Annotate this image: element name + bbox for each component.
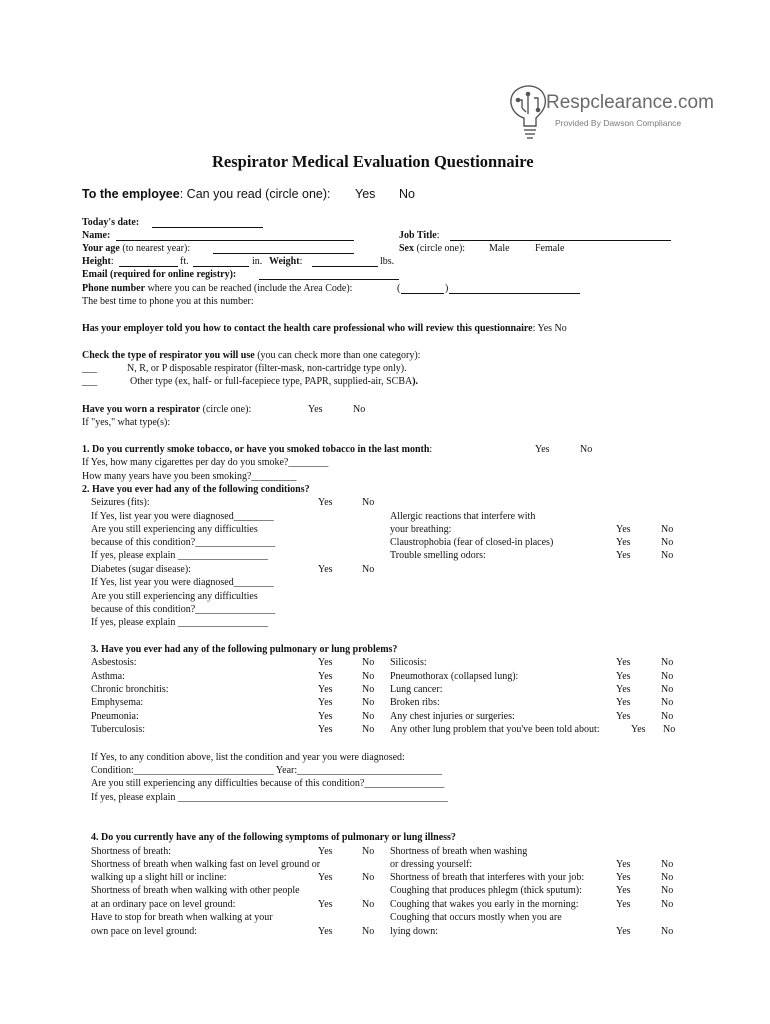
respirator-opt2-label: Other type (ex, half- or full-facepiece type, PAPR, supplied-air, SCBA (130, 376, 413, 387)
worn-yes[interactable]: Yes (308, 404, 323, 415)
q2-diabetes: Diabetes (sugar disease): (91, 564, 191, 575)
q3-left-no[interactable]: No (362, 711, 375, 722)
q2-allergic-line1: Allergic reactions that interfere with (390, 511, 536, 522)
q4-l1-yes[interactable]: Yes (318, 846, 333, 857)
weight-colon: : (299, 256, 303, 267)
q2-allergic-yes[interactable]: Yes (616, 524, 631, 535)
q3-right-yes[interactable]: Yes (616, 657, 631, 668)
q4-r3: Coughing that produces phlegm (thick sputum): (390, 885, 582, 896)
q4-r3-yes[interactable]: Yes (616, 885, 631, 896)
ft-unit: ft. (180, 256, 189, 267)
q2-diabetes-year: If Yes, list year you were diagnosed________ (91, 577, 274, 588)
best-time-label: The best time to phone you at this number: (82, 296, 254, 307)
q2-seizures-year: If Yes, list year you were diagnosed________ (91, 511, 274, 522)
height-weight-row (82, 256, 114, 268)
q4-r5-yes[interactable]: Yes (616, 926, 631, 937)
respirator-type-note: (you can check more than one category): (257, 350, 421, 361)
q1-question (82, 444, 432, 456)
q3-right-no[interactable]: No (661, 657, 674, 668)
respirator-type-title: Check the type of respirator you will use (82, 350, 255, 361)
job-title-field[interactable] (450, 230, 671, 241)
employee-no[interactable]: No (399, 187, 415, 201)
weight-field[interactable] (312, 256, 378, 267)
job-title-label-wrap (399, 230, 439, 242)
employee-prefix: To the employee (82, 187, 180, 201)
q4-l3a: Shortness of breath when walking with other people (91, 885, 300, 896)
q3-right-no[interactable]: No (661, 671, 674, 682)
height-ft-field[interactable] (119, 256, 178, 267)
q4-r1b: or dressing yourself: (390, 859, 473, 870)
q1-yes[interactable]: Yes (535, 444, 550, 455)
q3-left-no[interactable]: No (362, 671, 375, 682)
q3-left-yes[interactable]: Yes (318, 697, 333, 708)
email-field[interactable] (259, 269, 399, 280)
q3-left-yes[interactable]: Yes (318, 711, 333, 722)
weight-label: Weight (269, 256, 300, 267)
q4-question: 4. Do you currently have any of the following symptoms of pulmonary or lung illness? (91, 832, 456, 843)
age-field[interactable] (213, 243, 354, 254)
age-label: Your age (82, 243, 120, 254)
q4-r4-no[interactable]: No (661, 899, 674, 910)
q3-left-item: Chronic bronchitis: (91, 684, 169, 695)
respirator-opt1-checkbox[interactable]: ___ (82, 363, 97, 374)
q2-seizures-yes[interactable]: Yes (318, 497, 333, 508)
q3-right-yes[interactable]: Yes (631, 724, 646, 735)
q2-smelling-yes[interactable]: Yes (616, 550, 631, 561)
q4-l4a: Have to stop for breath when walking at your (91, 912, 273, 923)
q3-left-no[interactable]: No (362, 697, 375, 708)
phone-number-field[interactable] (449, 283, 580, 294)
respirator-opt1-label: N, R, or P disposable respirator (filter-mask, non-cartridge type only). (127, 363, 407, 374)
todays-date-label: Today's date: (82, 217, 140, 228)
q4-r2: Shortness of breath that interferes with your job: (390, 872, 585, 883)
q3-left-item: Asbestosis: (91, 657, 137, 668)
phone-note: where you can be reached (include the Area Code): (147, 283, 353, 294)
employee-yes[interactable]: Yes (355, 187, 376, 201)
employee-question: : Can you read (circle one): (179, 187, 331, 201)
q3-left-item: Emphysema: (91, 697, 144, 708)
q4-r1-yes[interactable]: Yes (616, 859, 631, 870)
employer-question-text: Has your employer told you how to contact the health care professional who will review this questionnaire (82, 323, 533, 334)
q4-r2-yes[interactable]: Yes (616, 872, 631, 883)
q2-claustrophobia-no[interactable]: No (661, 537, 674, 548)
q4-l4-no[interactable]: No (362, 926, 375, 937)
phone-label-wrap (82, 283, 352, 295)
q4-l1-no[interactable]: No (362, 846, 375, 857)
q1-years: How many years have you been smoking?_________ (82, 471, 297, 482)
q4-l2-yes[interactable]: Yes (318, 872, 333, 883)
q3-condition-year: Condition:____________________________ Year:_____________________________ (91, 765, 443, 776)
q4-r2-no[interactable]: No (661, 872, 674, 883)
q3-explain: If yes, please explain ______________________________________________________ (91, 792, 448, 803)
sex-label-wrap (399, 243, 465, 255)
worn-type-label: If "yes," what type(s): (82, 417, 171, 428)
q4-l4b: own pace on level ground: (91, 926, 198, 937)
q2-claustrophobia: Claustrophobia (fear of closed-in places) (390, 537, 554, 548)
height-colon: : (110, 256, 114, 267)
height-label: Height (82, 256, 111, 267)
q2-allergic-line2: your breathing: (390, 524, 452, 535)
q3-still: Are you still experiencing any difficulties because of this condition?________________ (91, 778, 445, 789)
sex-label: Sex (399, 243, 414, 254)
q3-followup: If Yes, to any condition above, list the condition and year you were diagnosed: (91, 752, 405, 763)
lbs-unit: lbs. (380, 256, 395, 267)
age-note: (to nearest year): (122, 243, 191, 254)
q3-left-item: Tuberculosis: (91, 724, 146, 735)
q3-left-yes[interactable]: Yes (318, 671, 333, 682)
q1-text: 1. Do you currently smoke tobacco, or have you smoked tobacco in the last month (82, 444, 430, 455)
q2-seizures-still2: because of this condition?________________ (91, 537, 276, 548)
q3-left-no[interactable]: No (362, 724, 375, 735)
in-unit: in. (252, 256, 263, 267)
q1-cigarettes: If Yes, how many cigarettes per day do you smoke?________ (82, 457, 329, 468)
q3-left-no[interactable]: No (362, 657, 375, 668)
q4-r4-yes[interactable]: Yes (616, 899, 631, 910)
q2-seizures-still1: Are you still experiencing any difficulties (91, 524, 258, 535)
name-label: Name: (82, 230, 111, 241)
q2-diabetes-no[interactable]: No (362, 564, 375, 575)
worn-label: Have you worn a respirator (82, 404, 201, 415)
q4-l2b: walking up a slight hill or incline: (91, 872, 227, 883)
q3-right-yes[interactable]: Yes (616, 671, 631, 682)
q3-left-yes[interactable]: Yes (318, 657, 333, 668)
q4-r5b: lying down: (390, 926, 439, 937)
sex-female[interactable]: Female (535, 243, 565, 254)
q3-right-item: Pneumothorax (collapsed lung): (390, 671, 519, 682)
worn-no[interactable]: No (353, 404, 366, 415)
employer-answer[interactable]: : Yes No (532, 323, 567, 334)
q3-left-yes[interactable]: Yes (318, 724, 333, 735)
q2-allergic-no[interactable]: No (661, 524, 674, 535)
q3-right-item: Any other lung problem that you've been told about: (390, 724, 600, 735)
name-field[interactable] (116, 230, 354, 241)
q3-right-no[interactable]: No (661, 697, 674, 708)
q3-right-yes[interactable]: Yes (616, 684, 631, 695)
phone-area-code-field[interactable] (401, 283, 444, 294)
q2-diabetes-yes[interactable]: Yes (318, 564, 333, 575)
phone-paren-close: ) (445, 283, 449, 294)
q3-left-item: Pneumonia: (91, 711, 139, 722)
q4-r5-no[interactable]: No (661, 926, 674, 937)
logo-tagline: Provided By Dawson Compliance (555, 118, 682, 128)
logo-name: Respclearance.com (546, 92, 714, 113)
q4-r5a: Coughing that occurs mostly when you are (390, 912, 562, 923)
q3-right-no[interactable]: No (661, 684, 674, 695)
todays-date-field[interactable] (152, 217, 263, 228)
respirator-opt2-end: ). (412, 376, 419, 387)
q4-r4: Coughing that wakes you early in the morning: (390, 899, 579, 910)
q4-l2-no[interactable]: No (362, 872, 375, 883)
q4-r1a: Shortness of breath when washing (390, 846, 528, 857)
q3-question: 3. Have you ever had any of the following pulmonary or lung problems? (91, 644, 398, 655)
employee-read-question (82, 186, 330, 202)
q2-diabetes-still2: because of this condition?________________ (91, 604, 276, 615)
respirator-opt2-label-wrap (130, 376, 418, 388)
phone-label: Phone number (82, 283, 146, 294)
page-title: Respirator Medical Evaluation Questionnaire (212, 152, 534, 171)
q3-left-yes[interactable]: Yes (318, 684, 333, 695)
q3-left-no[interactable]: No (362, 684, 375, 695)
q4-l3-no[interactable]: No (362, 899, 375, 910)
employer-contact-question (82, 323, 567, 335)
email-label: Email (required for online registry): (82, 269, 237, 280)
respirator-opt2-checkbox[interactable]: ___ (82, 376, 97, 387)
q2-seizures-no[interactable]: No (362, 497, 375, 508)
q2-diabetes-still1: Are you still experiencing any difficulties (91, 591, 258, 602)
phone-paren-open: ( (397, 283, 401, 294)
q3-left-item: Asthma: (91, 671, 125, 682)
q3-right-no[interactable]: No (663, 724, 676, 735)
respirator-type-heading (82, 350, 420, 362)
weight-label-wrap (269, 256, 302, 268)
q2-smelling: Trouble smelling odors: (390, 550, 486, 561)
q4-r3-no[interactable]: No (661, 885, 674, 896)
q3-right-no[interactable]: No (661, 711, 674, 722)
q4-l1: Shortness of breath: (91, 846, 171, 857)
worn-respirator-question (82, 404, 251, 416)
q2-seizures: Seizures (fits): (91, 497, 150, 508)
q3-right-item: Broken ribs: (390, 697, 440, 708)
q2-diabetes-explain: If yes, please explain __________________ (91, 617, 268, 628)
q4-l4-yes[interactable]: Yes (318, 926, 333, 937)
q2-seizures-explain: If yes, please explain __________________ (91, 550, 268, 561)
q3-right-item: Lung cancer: (390, 684, 443, 695)
q4-l3b: at an ordinary pace on level ground: (91, 899, 236, 910)
job-title-colon: : (436, 230, 440, 241)
q3-right-yes[interactable]: Yes (616, 697, 631, 708)
q3-right-item: Any chest injuries or surgeries: (390, 711, 515, 722)
sex-male[interactable]: Male (489, 243, 510, 254)
height-in-field[interactable] (193, 256, 249, 267)
q4-l2a: Shortness of breath when walking fast on level ground or (91, 859, 321, 870)
q2-question: 2. Have you ever had any of the following conditions? (82, 484, 310, 495)
q3-right-yes[interactable]: Yes (616, 711, 631, 722)
age-label-wrap (82, 243, 190, 255)
q3-right-item: Silicosis: (390, 657, 427, 668)
q2-smelling-no[interactable]: No (661, 550, 674, 561)
sex-note: (circle one): (416, 243, 466, 254)
q4-l3-yes[interactable]: Yes (318, 899, 333, 910)
job-title-label: Job Title (399, 230, 437, 241)
q4-r1-no[interactable]: No (661, 859, 674, 870)
q1-no[interactable]: No (580, 444, 593, 455)
q1-colon: : (429, 444, 433, 455)
q2-claustrophobia-yes[interactable]: Yes (616, 537, 631, 548)
worn-note: (circle one): (202, 404, 252, 415)
